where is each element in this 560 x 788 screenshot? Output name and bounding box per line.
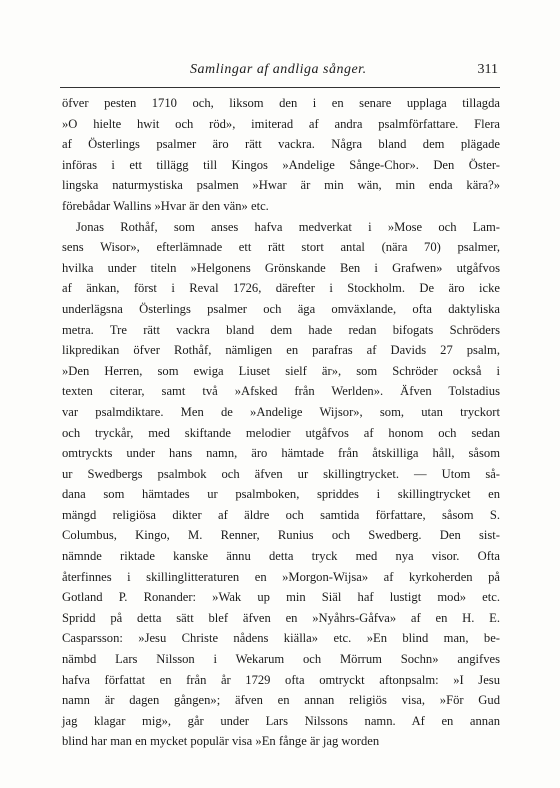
text-line: lingska naturmystiska psalmen »Hwar är min wän, min enda kära?» — [62, 178, 500, 193]
text-line: jag klagar mig», går under Lars Nilssons namn. Af en annan — [62, 713, 500, 728]
text-line: nämnde riktade kanske ännu detta tryck med nya visor. Ofta — [62, 549, 500, 564]
text-line: blind har man en mycket populär visa »En fånge är jag worden — [62, 734, 380, 749]
text-line: återfinnes i skillinglitteraturen en »Morgon-Wijsa» af kyrkoherden på — [62, 569, 500, 584]
text-line: namn är dagen gången»; äfven en annan religiös visa, »För Gud — [62, 693, 500, 708]
text-line: nämbd Lars Nilsson i Wekarum och Mörrum Sochn» angifves — [62, 652, 500, 667]
text-line: och tryckår, med skiftande melodier utgåfvos af honom och sedan — [62, 425, 500, 440]
text-line: införas i ett tillägg till Kingos »Andelige Sånge-Chor». Den Öster- — [62, 157, 500, 172]
text-line: texten citerar, samt två »Afsked från Werlden». Äfven Tolstadius — [62, 384, 500, 399]
text-line: sens Wisor», efterlämnade ett rätt stort antal (nära 70) psalmer, — [62, 240, 500, 255]
text-line: af Österlings psalmer äro rätt vackra. Några bland dem plägade — [62, 137, 500, 152]
text-line: Columbus, Kingo, M. Renner, Runius och Swedberg. Den sist- — [62, 528, 500, 543]
body-text — [62, 93, 500, 752]
text-line: Gotland P. Ronander: »Wak up min Siäl haf lustigt mod» etc. — [62, 590, 500, 605]
text-line: underlägsna Österlings psalmer och äga omväxlande, ofta daktyliska — [62, 301, 500, 316]
header-rule — [60, 87, 500, 88]
text-line: Casparsson: »Jesu Christe nådens kiälla» etc. »En blind man, be- — [62, 631, 500, 646]
text-line: metra. Tre rätt vackra bland dem hade redan bifogats Schröders — [62, 322, 500, 337]
text-line: ur Swedbergs psalmbok och äfven ur skillingtrycket. — Utom så- — [62, 466, 500, 481]
text-line: dana som hämtades ur psalmboken, spriddes i skillingtrycket en — [62, 487, 500, 502]
text-line: öfver pesten 1710 och, liksom den i en senare upplaga tillagda — [62, 96, 500, 110]
page-number: 311 — [477, 62, 498, 77]
text-line: omtryckts under hans namn, äro hämtade från åtskilliga håll, såsom — [62, 446, 500, 461]
running-title: Samlingar af andliga sånger. — [190, 62, 367, 77]
text-line: af änkan, först i Reval 1726, därefter i Stockholm. De äro icke — [62, 281, 500, 296]
text-line: var psalmdiktare. Men de »Andelige Wijsor», som, utan tryckort — [62, 404, 500, 419]
page-header — [60, 62, 500, 84]
text-line: hvilka under titeln »Helgonens Grönskande Ben i Grafwen» utgåfvos — [62, 260, 500, 275]
text-line: »Den Herren, som ewiga Liuset sielf är», som Schröder också i — [62, 363, 500, 378]
text-line: förebådar Wallins »Hvar är den vän» etc. — [62, 198, 269, 213]
text-line: »O hielte hwit och röd», imiterad af andra psalmförfattare. Flera — [62, 116, 500, 131]
text-line: mängd religiösa dikter af äldre och samtida författare, såsom S. — [62, 507, 500, 522]
text-line: Spridd på detta sätt blef äfven en »Nyåhrs-Gåfva» af en H. E. — [62, 610, 500, 625]
text-line: likpredikan öfver Rothåf, nämligen en parafras af Davids 27 psalm, — [62, 343, 500, 358]
text-line: Jonas Rothåf, som anses hafva medverkat i »Mose och Lam- — [76, 219, 500, 234]
text-line: hafva författat en från år 1729 ofta omtryckt aftonpsalm: »I Jesu — [62, 672, 500, 687]
